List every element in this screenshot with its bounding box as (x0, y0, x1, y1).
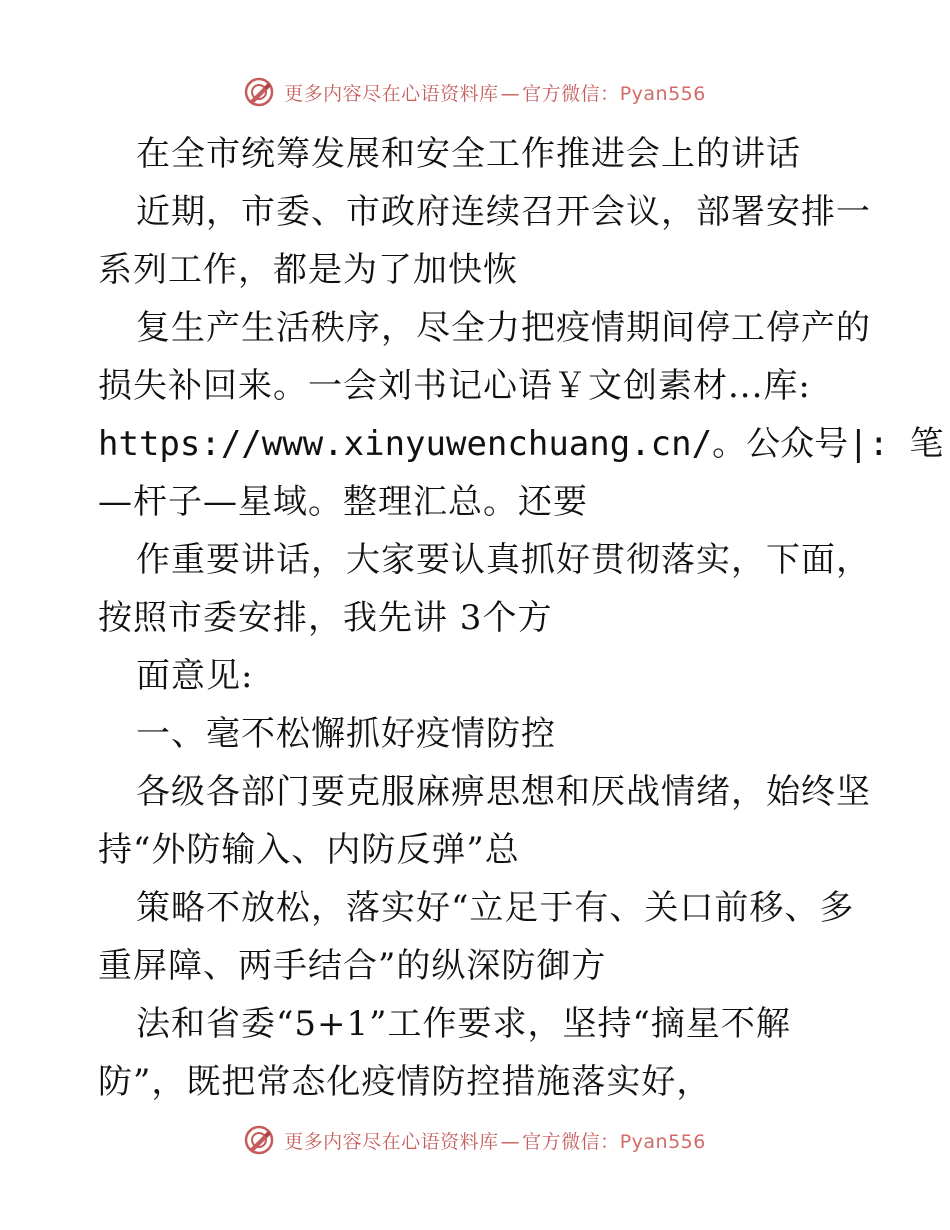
paragraph-line: 按照市委安排，我先讲 3个方 (98, 598, 553, 638)
watermark-text (284, 1127, 706, 1154)
watermark-handle: Pyan556 (619, 82, 706, 105)
paragraph-line: 持“外防输入、内防反弹”总 (98, 830, 520, 870)
document-title: 在全市统筹发展和安全工作推进会上的讲话 (136, 134, 801, 174)
paragraph-line: 近期，市委、市政府连续召开会议，部署安排一 (136, 192, 871, 232)
paragraph-line-url: https://www.xinyuwenchuang.cn/。公众号|: 笔 (98, 424, 944, 464)
watermark-prefix: 更多内容尽在心语资料库 (284, 82, 499, 105)
document-body (98, 125, 944, 1111)
paragraph-line: 面意见: (136, 656, 254, 696)
watermark-separator: — (500, 82, 521, 105)
pen-logo-icon (244, 77, 274, 107)
paragraph-line: 系列工作，都是为了加快恢 (98, 250, 518, 290)
paragraph-line: 作重要讲话，大家要认真抓好贯彻落实，下面， (136, 540, 871, 580)
watermark-official: 官方微信： (522, 1130, 620, 1153)
paragraph-line: 各级各部门要克服麻痹思想和厌战情绪，始终坚 (136, 772, 871, 812)
watermark-official: 官方微信： (522, 82, 620, 105)
pen-logo-icon (244, 1125, 274, 1155)
paragraph-line: 复生产生活秩序，尽全力把疫情期间停工停产的 (136, 308, 871, 348)
watermark-prefix: 更多内容尽在心语资料库 (284, 1130, 499, 1153)
section-heading: 一、毫不松懈抓好疫情防控 (136, 714, 556, 754)
paragraph-line: 法和省委“5+1”工作要求，坚持“摘星不解 (136, 1004, 791, 1044)
paragraph-line: 防”，既把常态化疫情防控措施落实好， (98, 1062, 712, 1102)
watermark-footer (0, 1120, 950, 1160)
paragraph-line: 重屏障、两手结合”的纵深防御方 (98, 946, 607, 986)
watermark-separator: — (500, 1130, 521, 1153)
paragraph-line: —杆子—星域。整理汇总。还要 (98, 482, 588, 522)
watermark-header (0, 72, 950, 112)
watermark-text (284, 79, 706, 106)
paragraph-line: 损失补回来。一会刘书记心语￥文创素材...库: (98, 366, 811, 406)
watermark-handle: Pyan556 (619, 1130, 706, 1153)
paragraph-line: 策略不放松，落实好“立足于有、关口前移、多 (136, 888, 855, 928)
